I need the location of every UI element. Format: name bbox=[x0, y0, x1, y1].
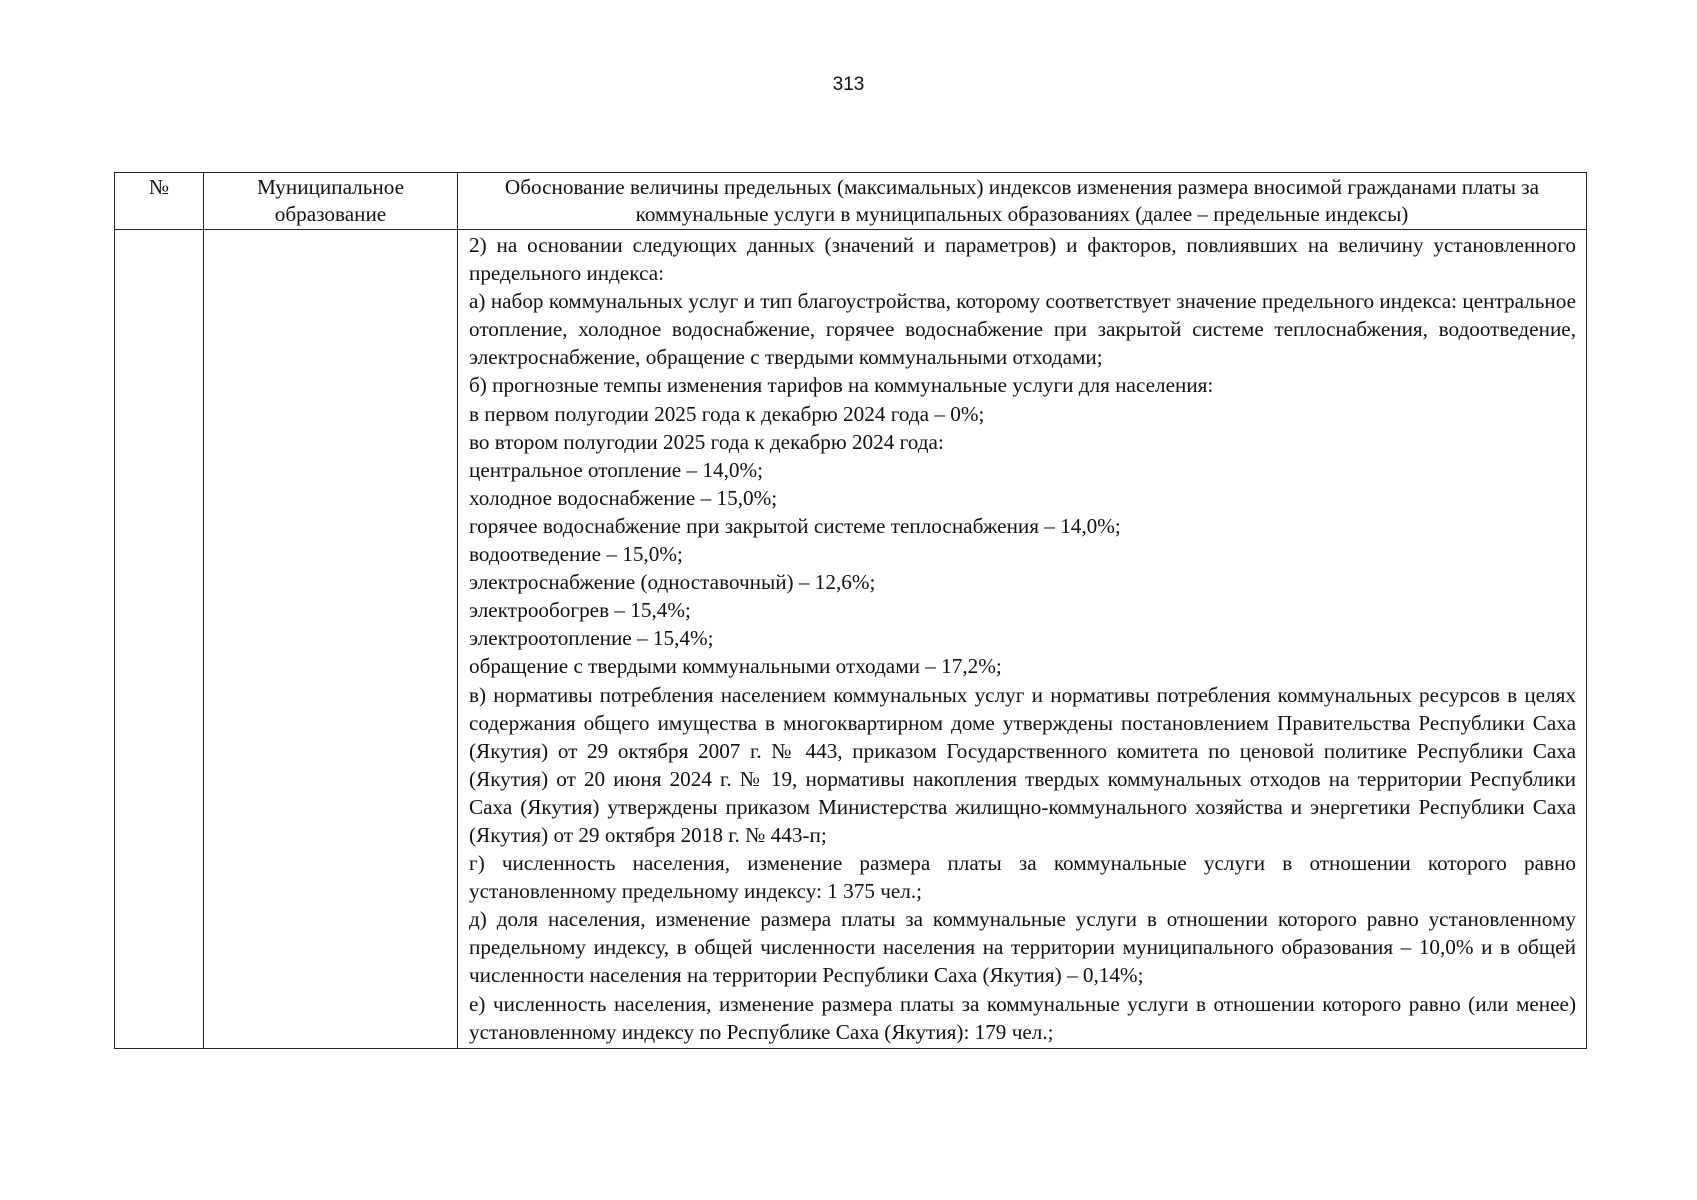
rate-sewerage: водоотведение – 15,0%; bbox=[469, 542, 683, 567]
rate-electric-heating: электрообогрев – 15,4%; bbox=[469, 598, 691, 623]
header-number: № bbox=[115, 173, 204, 230]
paragraph-d-population-share: д) доля населения, изменение размера платы за коммунальные услуги в отношении которого равно установленному предельному индексу, в общей численности населения на территории муниципального образования – 10,0% и в общей численности населения на территории Республики Саха (Якутия) – 0,14%; bbox=[469, 907, 1576, 988]
rate-solid-waste: обращение с твердыми коммунальными отходами – 17,2%; bbox=[469, 654, 1002, 679]
rate-hot-water: горячее водоснабжение при закрытой системе теплоснабжения – 14,0%; bbox=[469, 513, 1121, 538]
rate-central-heating: центральное отопление – 14,0%; bbox=[469, 457, 763, 482]
paragraph-second-half-2025: во втором полугодии 2025 года к декабрю 2024 года: bbox=[469, 429, 944, 454]
justification-table bbox=[114, 172, 1587, 1049]
table-header-row bbox=[115, 173, 1587, 230]
table-row bbox=[115, 230, 1587, 1049]
paragraph-e-population-below-index: е) численность населения, изменение размера платы за коммунальные услуги в отношении которого равно (или менее) установленному индексу по Республике Саха (Якутия): 179 чел.; bbox=[469, 991, 1576, 1044]
paragraph-a-services-set: а) набор коммунальных услуг и тип благоустройства, которому соответствует значение предельного индекса: центральное отопление, холодное водоснабжение, горячее водоснабжение при закрытой системе теплоснабжения, водоотведение, электроснабжение, обращение с твердыми коммунальными отходами; bbox=[469, 289, 1576, 370]
cell-municipality bbox=[204, 230, 458, 1049]
paragraph-first-half-2025: в первом полугодии 2025 года к декабрю 2024 года – 0%; bbox=[469, 401, 985, 426]
paragraph-b-tariff-rates: б) прогнозные темпы изменения тарифов на коммунальные услуги для населения: bbox=[469, 373, 1214, 398]
header-municipality: Муниципальное образование bbox=[204, 173, 458, 230]
rate-cold-water: холодное водоснабжение – 15,0%; bbox=[469, 485, 778, 510]
page-number: 313 bbox=[832, 74, 865, 95]
cell-justification bbox=[458, 230, 1587, 1049]
rate-electric-space-heating: электроотопление – 15,4%; bbox=[469, 626, 714, 651]
paragraph-basis: 2) на основании следующих данных (значений и параметров) и факторов, повлиявших на величину установленного предельного индекса: bbox=[469, 233, 1576, 286]
cell-number bbox=[115, 230, 204, 1049]
paragraph-v-consumption-norms: в) нормативы потребления населением коммунальных услуг и нормативы потребления коммунальных ресурсов в целях содержания общего имущества в многоквартирном доме утверждены постановлением Правительства Республики Саха (Якутия) от 29 октября 2007 г. № 443, приказом Государственного комитета по ценовой политике Республики Саха (Якутия) от 20 июня 2024 г. № 19, нормативы накопления твердых коммунальных отходов на территории Республики Саха (Якутия) утверждены приказом Министерства жилищно-коммунального хозяйства и энергетики Республики Саха (Якутия) от 29 октября 2018 г. № 443-п; bbox=[469, 682, 1576, 847]
header-justification: Обоснование величины предельных (максимальных) индексов изменения размера вносимой гражданами платы за коммунальные услуги в муниципальных образованиях (далее – предельные индексы) bbox=[458, 173, 1587, 230]
rate-electricity: электроснабжение (одноставочный) – 12,6%; bbox=[469, 570, 876, 595]
paragraph-g-population-count: г) численность населения, изменение размера платы за коммунальные услуги в отношении которого равно установленному предельному индексу: 1 375 чел.; bbox=[469, 851, 1576, 904]
